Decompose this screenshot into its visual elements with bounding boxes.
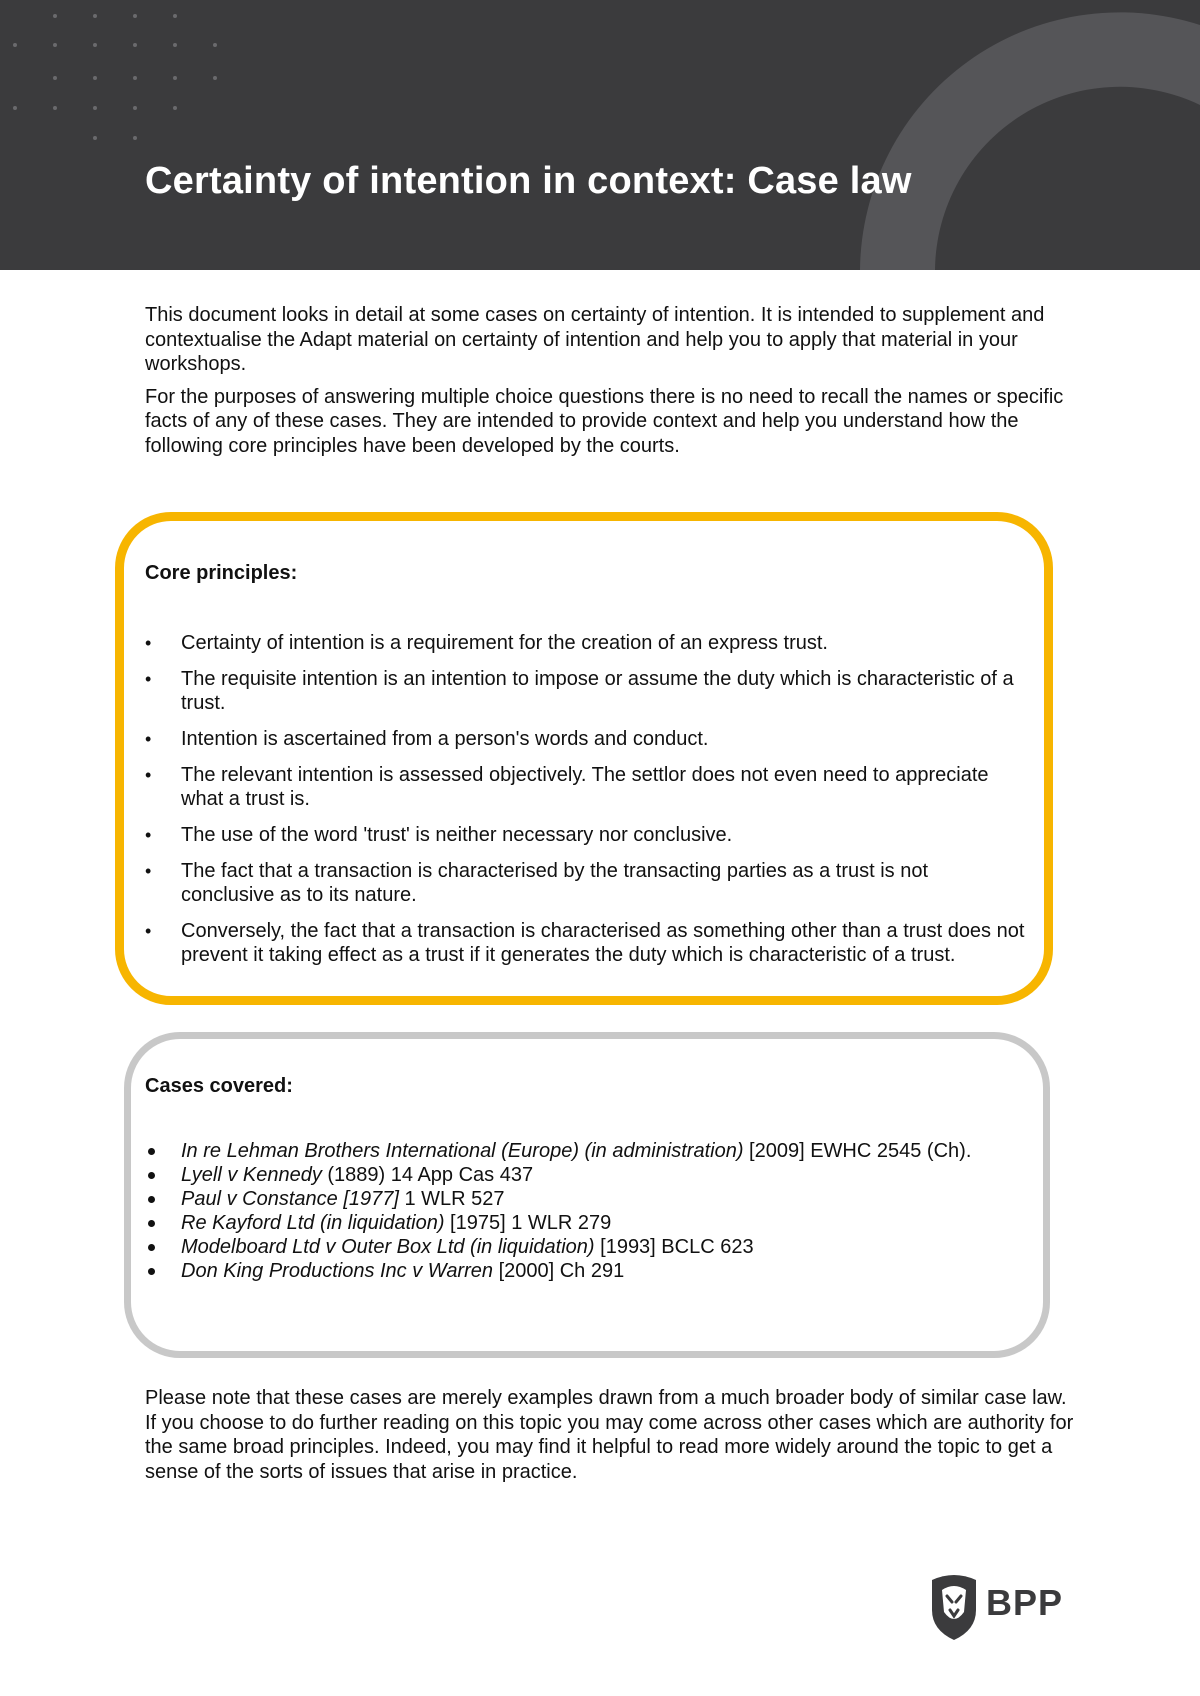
bullet-icon — [148, 1220, 155, 1227]
bullet-icon — [148, 1148, 155, 1155]
bullet-icon — [148, 1268, 155, 1275]
list-item: Paul v Constance [1977] 1 WLR 527 — [145, 1187, 1025, 1211]
bullet-icon: • — [145, 825, 152, 845]
list-item: Don King Productions Inc v Warren [2000] Ch 291 — [145, 1259, 1025, 1283]
bullet-icon: • — [145, 729, 152, 749]
header-decoration — [0, 0, 1200, 270]
bullet-icon — [148, 1172, 155, 1179]
list-item: • The fact that a transaction is characterised by the transacting parties as a trust is not conclusive as to its nature. — [145, 860, 929, 906]
bullet-icon — [148, 1244, 155, 1251]
bullet-icon: • — [145, 765, 152, 785]
list-item: Modelboard Ltd v Outer Box Ltd (in liquidation) [1993] BCLC 623 — [145, 1235, 1025, 1259]
cases-covered-box — [124, 1032, 1050, 1358]
list-item: • The relevant intention is assessed objectively. The settlor does not even need to appreciate what a trust is. — [145, 764, 989, 810]
bullet-icon — [148, 1196, 155, 1203]
intro-section — [145, 303, 1065, 466]
core-principles-heading: Core principles: — [145, 562, 298, 584]
list-item: • Conversely, the fact that a transaction is characterised as something other than a trust does not prevent it taking effect as a trust if it generates the duty which is characteristic of a trust. — [145, 920, 1025, 966]
bullet-icon: • — [145, 861, 152, 881]
list-item: In re Lehman Brothers International (Europe) (in administration) [2009] EWHC 2545 (Ch). — [145, 1139, 1025, 1163]
bullet-icon: • — [145, 633, 152, 653]
cases-covered-heading: Cases covered: — [145, 1075, 293, 1097]
core-principles-list — [145, 631, 1025, 979]
page-title: Certainty of intention in context: Case law — [145, 160, 912, 202]
intro-paragraph-2: For the purposes of answering multiple choice questions there is no need to recall the names or specific facts of any of these cases. They are intended to provide context and help you understand how the following core principles have been developed by the courts. — [145, 385, 1064, 457]
bullet-icon: • — [145, 669, 152, 689]
list-item: • Intention is ascertained from a person's words and conduct. — [145, 728, 709, 750]
core-principles-box — [115, 512, 1053, 1005]
bullet-icon: • — [145, 921, 152, 941]
page-header — [0, 0, 1200, 270]
closing-paragraph: Please note that these cases are merely examples drawn from a much broader body of similar case law. If you choose to do further reading on this topic you may come across other cases which are authority for the same broad principles. Indeed, you may find it helpful to read more widely around the topic to get a sense of the sorts of issues that arise in practice. — [145, 1387, 1074, 1483]
dot-pattern — [13, 14, 217, 140]
arc-shape — [860, 12, 1200, 270]
list-item: • The requisite intention is an intention to impose or assume the duty which is characteristic of a trust. — [145, 668, 1014, 714]
list-item: • Certainty of intention is a requirement for the creation of an express trust. — [145, 632, 828, 654]
list-item: • The use of the word 'trust' is neither necessary nor conclusive. — [145, 824, 733, 846]
cases-list — [145, 1139, 1025, 1283]
list-item: Re Kayford Ltd (in liquidation) [1975] 1 WLR 279 — [145, 1211, 1025, 1235]
intro-paragraph-1: This document looks in detail at some cases on certainty of intention. It is intended to supplement and contextualise the Adapt material on certainty of intention and help you to apply that material in your workshops. — [145, 304, 1045, 375]
list-item: Lyell v Kennedy (1889) 14 App Cas 437 — [145, 1163, 1025, 1187]
brand-logo-text: BPP — [986, 1582, 1064, 1623]
